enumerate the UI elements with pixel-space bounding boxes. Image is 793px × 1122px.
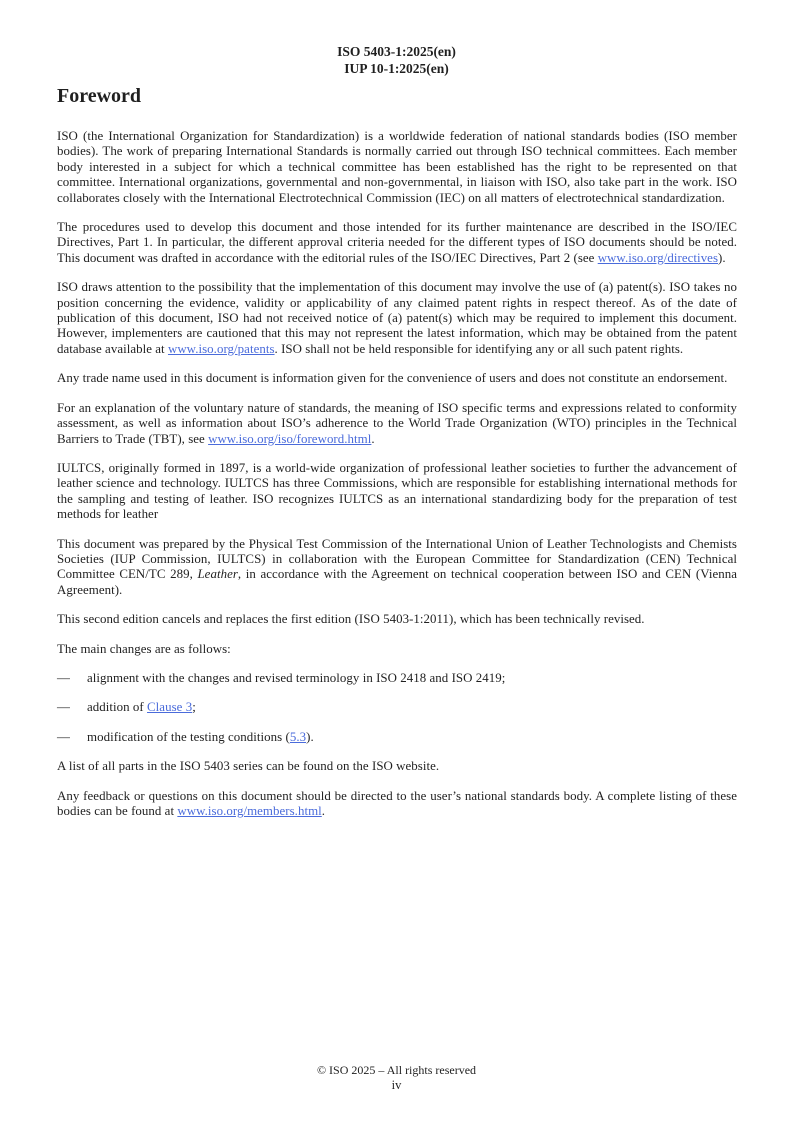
document-body bbox=[57, 129, 737, 819]
list-item bbox=[57, 671, 737, 686]
paragraph: The main changes are as follows: bbox=[57, 641, 231, 656]
standard-reference-iup: IUP 10-1:2025(en) bbox=[344, 60, 449, 76]
standard-reference-iso: ISO 5403-1:2025(en) bbox=[337, 44, 456, 59]
paragraph: Any feedback or questions on this document should be directed to the user’s national standards body. A complete listing of these bodies can be found at www.iso.org/members.html. bbox=[57, 788, 737, 818]
paragraph: A list of all parts in the ISO 5403 series can be found on the ISO website. bbox=[57, 759, 440, 774]
italic-text: Leather bbox=[197, 567, 238, 582]
hyperlink[interactable]: www.iso.org/directives bbox=[597, 250, 719, 265]
hyperlink[interactable]: Clause 3 bbox=[147, 700, 193, 715]
hyperlink[interactable]: 5.3 bbox=[289, 729, 307, 744]
hyperlink[interactable]: www.iso.org/iso/foreword.html bbox=[208, 431, 372, 446]
hyperlink[interactable]: www.iso.org/patents bbox=[167, 341, 275, 356]
page-title: Foreword bbox=[57, 85, 142, 107]
paragraph: The procedures used to develop this document and those intended for its further maintenance are described in the ISO/IEC Directives, Part 1. In particular, the different approval criteria needed for the different types of ISO documents should be noted. This document was drafted in accordance with the editorial rules of the ISO/IEC Directives, Part 2 (see www.iso.org/directives). bbox=[57, 220, 737, 265]
paragraph: For an explanation of the voluntary nature of standards, the meaning of ISO specific terms and expressions related to conformity assessment, as well as information about ISO’s adherence to the World Trade Organization (WTO) principles in the Technical Barriers to Trade (TBT), see www.iso.org/iso/foreword.html. bbox=[57, 400, 737, 446]
list-item-text: modification of the testing conditions (5.3). bbox=[87, 729, 314, 744]
list-item-text: alignment with the changes and revised terminology in ISO 2418 and ISO 2419; bbox=[87, 670, 506, 685]
paragraph: IULTCS, originally formed in 1897, is a world-wide organization of professional leather societies to further the advancement of leather science and technology. IULTCS has three Commissions, which are responsible for establishing international methods for the sampling and testing of leather. ISO recognizes IULTCS as an international standardizing body for the preparation of test methods for leather bbox=[57, 460, 737, 522]
list-dash: — bbox=[57, 670, 70, 685]
paragraph: ISO (the International Organization for Standardization) is a worldwide federation of national standards bodies (ISO member bodies). The work of preparing International Standards is normally carried out through ISO technical committees. Each member body interested in a subject for which a technical committee has been established has the right to be represented on that committee. International organizations, governmental and non-governmental, in liaison with ISO, also take part in the work. ISO collaborates closely with the International Electrotechnical Commission (IEC) on all matters of electrotechnical standardization. bbox=[57, 129, 737, 205]
document-footer bbox=[0, 1063, 793, 1093]
page-number: iv bbox=[391, 1078, 402, 1092]
hyperlink[interactable]: www.iso.org/members.html bbox=[177, 804, 322, 818]
list-dash: — bbox=[57, 729, 70, 744]
document-content bbox=[57, 84, 737, 819]
list-item-text: addition of Clause 3; bbox=[87, 700, 196, 715]
paragraph: ISO draws attention to the possibility that the implementation of this document may involve the use of (a) patent(s). ISO takes no position concerning the evidence, validity or applicability of any claimed patent rights in respect thereof. As of the date of publication of this document, ISO had not received notice of (a) patent(s) which may be required to implement this document. However, implementers are cautioned that this may not represent the latest information, which may be obtained from the patent database available at www.iso.org/patents. ISO shall not be held responsible for identifying any or all such patent rights. bbox=[57, 280, 737, 356]
list-dash: — bbox=[57, 700, 70, 715]
list-item bbox=[57, 700, 737, 715]
paragraph: This second edition cancels and replaces the first edition (ISO 5403-1:2011), which has been technically revised. bbox=[57, 612, 645, 627]
document-header bbox=[0, 0, 793, 77]
paragraph: Any trade name used in this document is information given for the convenience of users and does not constitute an endorsement. bbox=[57, 371, 728, 386]
copyright-notice: © ISO 2025 – All rights reserved bbox=[316, 1063, 477, 1077]
paragraph: This document was prepared by the Physical Test Commission of the International Union of Leather Technologists and Chemists Societies (IUP Commission, IULTCS) in collaboration with the European Committee for Standardization (CEN) Technical Committee CEN/TC 289, Leather, in accordance with the Agreement on technical cooperation between ISO and CEN (Vienna Agreement). bbox=[57, 536, 738, 597]
list-item bbox=[57, 730, 737, 745]
